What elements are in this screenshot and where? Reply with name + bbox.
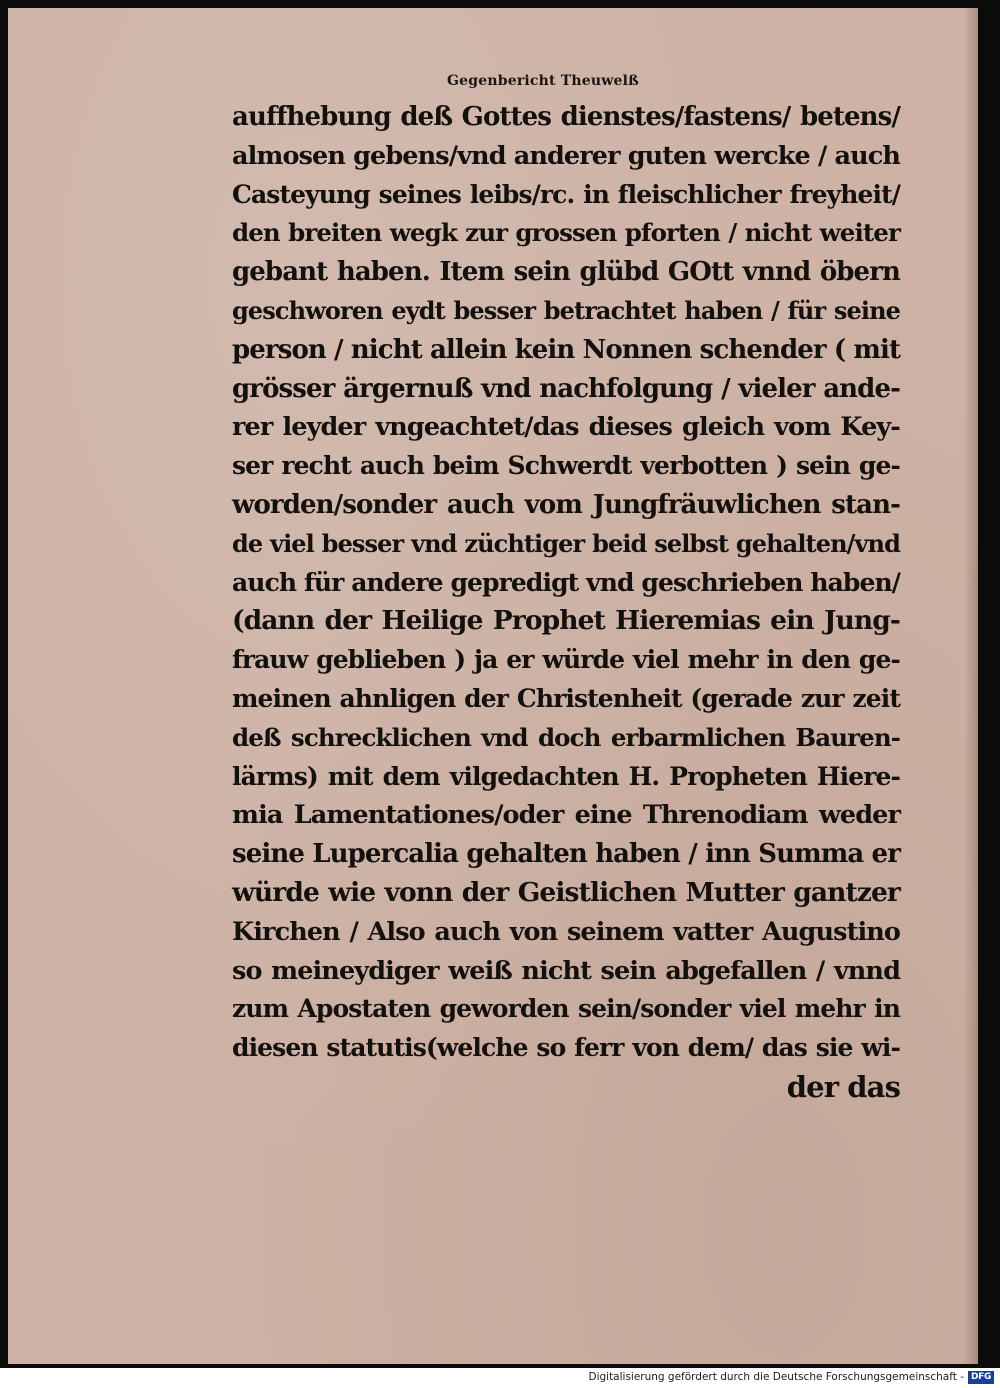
text-line: rer leyder vngeachtet/das dieses gleich vom Key- (232, 412, 900, 443)
catchword: der das (786, 1069, 900, 1104)
text-line: auch für andere gepredigt vnd geschrieben haben/ (232, 567, 900, 597)
text-line: so meineydiger weiß nicht sein abgefallen / vnnd (232, 955, 900, 986)
text-line: auffhebung deß Gottes dienstes/fastens/ betens/ (232, 102, 900, 132)
text-line: deß schrecklichen vnd doch erbarmlichen Bauren- (232, 722, 900, 752)
text-line: geschworen eydt besser betrachtet haben / für seine (232, 295, 900, 325)
page-edge-shadow (964, 8, 978, 1364)
text-line: gebant haben. Item sein glübd GOtt vnnd öbern (232, 257, 900, 288)
text-line: seine Lupercalia gehalten haben / inn Summa er (232, 839, 900, 870)
funding-credit: Digitalisierung gefördert durch die Deutsche Forschungsgemeinschaft - (588, 1371, 964, 1383)
text-line: lärms) mit dem vilgedachten H. Propheten Hiere- (232, 761, 900, 791)
text-line: zum Apostaten geworden sein/sonder viel mehr in (232, 994, 900, 1024)
text-line: Kirchen / Also auch von seinem vatter Augustino (232, 916, 900, 947)
text-line: würde wie vonn der Geistlichen Mutter gantzer (232, 876, 900, 908)
text-line: grösser ärgernuß vnd nachfolgung / vieler ande- (232, 373, 900, 404)
text-line: meinen ahnligen der Christenheit (gerade zur zeit (232, 683, 900, 713)
text-line: ser recht auch beim Schwerdt verbotten ) sein ge- (232, 451, 900, 481)
body-text (232, 98, 900, 1107)
text-line: den breiten wegk zur grossen pforten / nicht weiter (232, 218, 900, 248)
dfg-logo-icon: DFG (968, 1371, 994, 1384)
text-line: Casteyung seines leibs/rc. in fleischlicher freyheit/ (232, 179, 900, 209)
text-line: (dann der Heilige Prophet Hieremias ein Jung- (232, 605, 900, 637)
text-line: almosen gebens/vnd anderer guten wercke / auch (232, 140, 900, 171)
text-line: frauw geblieben ) ja er würde viel mehr in den ge- (232, 645, 900, 675)
text-line: worden/sonder auch vom Jungfräuwlichen stan- (232, 489, 900, 520)
text-line: diesen statutis(welche so ferr von dem/ das sie wi- (232, 1033, 900, 1063)
text-line: person / nicht allein kein Nonnen schender ( mit (232, 334, 901, 365)
text-line: mia Lamentationes/oder eine Threnodiam weder (232, 800, 900, 831)
running-head: Gegenbericht Theuwelß (447, 73, 639, 89)
text-line: de viel besser vnd züchtiger beid selbst gehalten/vnd (232, 528, 900, 558)
footer-bar (0, 1368, 1000, 1388)
